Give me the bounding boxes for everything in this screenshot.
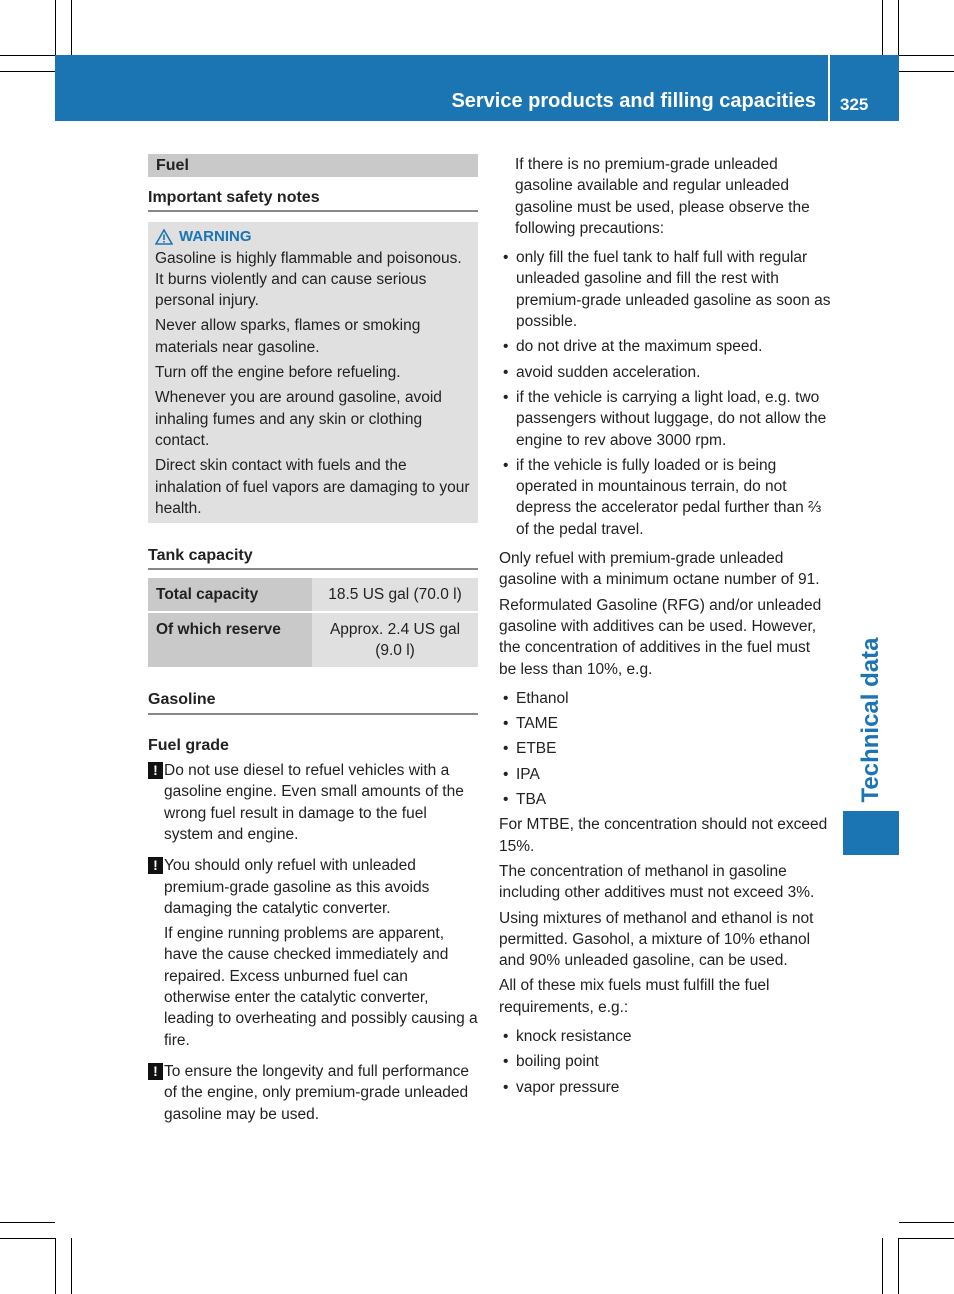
page-header-title: Service products and filling capacities (451, 90, 816, 112)
list-item: • vapor pressure (499, 1077, 831, 1098)
note-text: You should only refuel with unleaded premium-grade gasoline as this avoids damaging the catalytic converter. (164, 857, 430, 917)
list-item: • TAME (499, 713, 831, 734)
precautions-list (499, 247, 831, 540)
list-item: • TBA (499, 789, 831, 810)
list-item: • boiling point (499, 1051, 831, 1072)
crop-mark (882, 0, 883, 55)
note-text: Do not use diesel to refuel vehicles with a gasoline engine. Even small amounts of the wrong fuel result in damage to the fuel system and engine. (164, 762, 464, 843)
note-text: If engine running problems are apparent, have the cause checked immediately and repaired. Excess unburned fuel can otherwise enter the catalytic converter, leading to overheating and possibly causing a fire. (164, 925, 478, 1049)
crop-mark (899, 1222, 954, 1223)
note-block (148, 760, 478, 845)
exclamation-icon: ! (148, 762, 163, 779)
exclamation-icon: ! (148, 857, 163, 874)
requirements-list (499, 1026, 831, 1098)
table-key: Of which reserve (148, 612, 312, 667)
page-number: 325 (840, 95, 869, 114)
table-value: 18.5 US gal (70.0 l) (312, 578, 478, 612)
crop-mark (898, 1238, 899, 1294)
warning-paragraph: Whenever you are around gasoline, avoid inhaling fumes and any skin or clothing contact. (155, 389, 442, 449)
additives-list (499, 688, 831, 810)
warning-label: WARNING (179, 228, 252, 246)
warning-box (148, 222, 478, 523)
warning-triangle-icon (155, 229, 173, 245)
crop-mark (0, 55, 55, 56)
note-block (148, 855, 478, 1051)
left-column (148, 154, 478, 1135)
crop-mark (898, 0, 899, 55)
right-column (499, 154, 831, 1102)
warning-header (155, 226, 471, 247)
chapter-side-label: Technical data (857, 637, 884, 803)
list-item: • only fill the fuel tank to half full with regular unleaded gasoline and fill the rest with premium-grade unleaded gasoline as soon as possible. (499, 247, 831, 332)
mtbe-paragraph: For MTBE, the concentration should not exceed 15%. (499, 816, 828, 855)
tank-capacity-heading: Tank capacity (148, 545, 478, 570)
crop-mark (899, 71, 954, 72)
crop-mark (71, 1238, 72, 1294)
crop-mark (0, 1222, 55, 1223)
section-title: Fuel (148, 154, 478, 177)
list-item: • Ethanol (499, 688, 831, 709)
crop-mark (55, 0, 56, 55)
tank-capacity-table (148, 578, 478, 667)
crop-mark (55, 1238, 56, 1294)
warning-paragraph: Turn off the engine before refueling. (155, 364, 401, 382)
list-item: • knock resistance (499, 1026, 831, 1047)
note-block (148, 1061, 478, 1125)
crop-mark (899, 55, 954, 56)
intro-paragraph: If there is no premium-grade unleaded gasoline available and regular unleaded gasoline must be used, please observe the following precautions: (515, 156, 810, 237)
methanol-paragraph: The concentration of methanol in gasoline including other additives must not exceed 3%. (499, 862, 815, 902)
table-value: Approx. 2.4 US gal (9.0 l) (312, 612, 478, 667)
list-item: • if the vehicle is fully loaded or is being operated in mountainous terrain, do not depress the accelerator pedal further than ⅔ of the pedal travel. (499, 455, 831, 540)
table-row (148, 578, 478, 612)
list-item: • if the vehicle is carrying a light load, e.g. two passengers without luggage, do not allow the engine to rev above 3000 rpm. (499, 387, 831, 451)
warning-paragraph: Never allow sparks, flames or smoking materials near gasoline. (155, 317, 421, 356)
list-item: • IPA (499, 764, 831, 785)
crop-mark (899, 1238, 954, 1239)
gasoline-heading: Gasoline (148, 689, 478, 714)
table-row (148, 612, 478, 667)
fuel-grade-heading: Fuel grade (148, 736, 229, 754)
crop-mark (882, 1238, 883, 1294)
mix-requirements-paragraph: All of these mix fuels must fulfill the fuel requirements, e.g.: (499, 977, 770, 1016)
table-key: Total capacity (148, 578, 312, 612)
crop-mark (71, 0, 72, 55)
list-item: • avoid sudden acceleration. (499, 362, 831, 383)
note-text: To ensure the longevity and full performance of the engine, only premium-grade unleaded gasoline may be used. (164, 1062, 470, 1123)
exclamation-icon: ! (148, 1063, 163, 1080)
header-divider (828, 55, 830, 121)
safety-heading: Important safety notes (148, 187, 478, 212)
warning-paragraph: Direct skin contact with fuels and the inhalation of fuel vapors are damaging to your health. (155, 457, 470, 517)
warning-paragraph: Gasoline is highly flammable and poisonous. It burns violently and can cause serious personal injury. (155, 249, 462, 310)
chapter-tab-marker (843, 811, 899, 855)
list-item: • ETBE (499, 738, 831, 759)
crop-mark (0, 71, 55, 72)
crop-mark (0, 1238, 55, 1239)
rfg-paragraph: Reformulated Gasoline (RFG) and/or unleaded gasoline with additives can be used. However, the concentration of additives in the fuel must be less than 10%, e.g. (499, 596, 822, 678)
list-item: • do not drive at the maximum speed. (499, 336, 831, 357)
mixtures-paragraph: Using mixtures of methanol and ethanol is not permitted. Gasohol, a mixture of 10% ethanol and 90% unleaded gasoline, can be used. (499, 909, 814, 970)
octane-paragraph: Only refuel with premium-grade unleaded gasoline with a minimum octane number of 91. (499, 550, 820, 589)
